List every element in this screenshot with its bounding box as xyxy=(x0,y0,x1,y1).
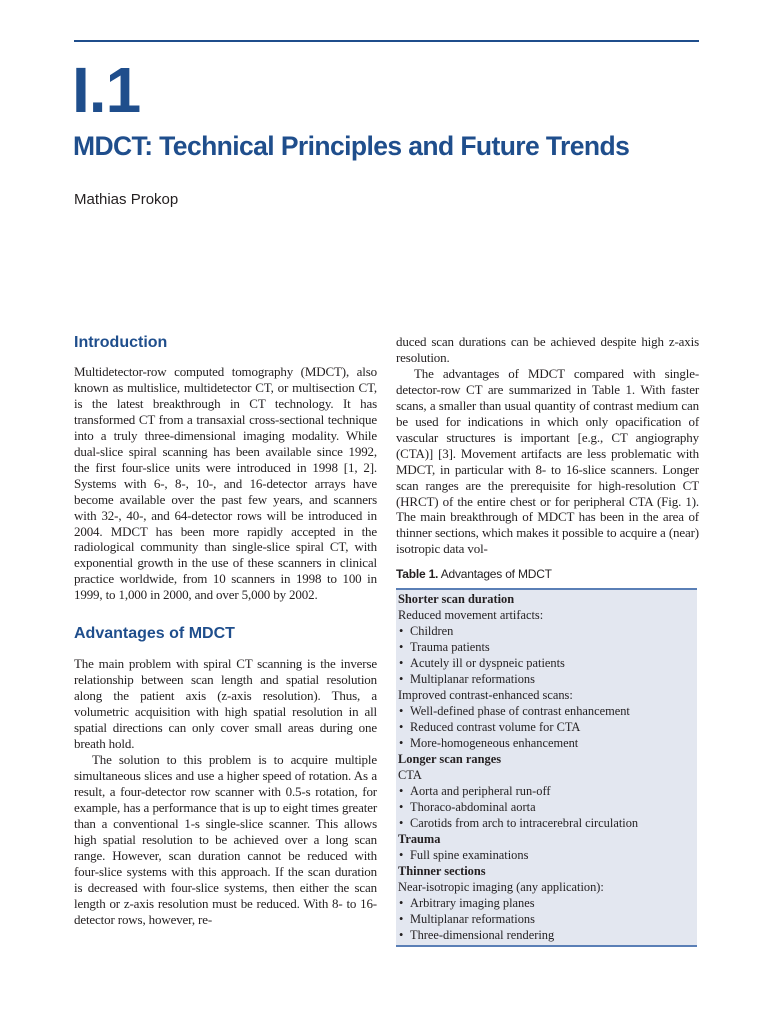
table-bullet-item: • Trauma patients xyxy=(398,639,695,655)
table-bullet-item: • Carotids from arch to intracerebral circulation xyxy=(398,815,695,831)
continuation-paragraph: duced scan durations can be achieved despite high z-axis resolution. xyxy=(396,334,699,365)
table-bullet-item: • Three-dimensional rendering xyxy=(398,927,695,943)
table-section-heading: Trauma xyxy=(398,832,441,847)
table-row: Improved contrast-enhanced scans: xyxy=(398,688,573,703)
chapter-number: I.1 xyxy=(72,54,141,126)
table-bullet-item: • Children xyxy=(398,623,695,639)
right-column xyxy=(396,334,699,947)
advantages-paragraph-2: The solution to this problem is to acquire multiple simultaneous slices and use a higher speed of rotation. As a result, a four-detector row scanner with 0.5-s rotation, for example, has a performance that is up to eight times greater than a conventional 1-s single-slice scanner. This allows high spatial resolution to be achieved over a long scan range. However, scan duration cannot be reduced with four-slice systems with this approach. If the scan duration is decreased with four-slice systems, then either the scan length or z-axis resolution must be reduced. With 8- to 16-detector rows, however, re- xyxy=(74,752,377,927)
advantages-paragraph-1: The main problem with spiral CT scanning is the inverse relationship between scan length and spatial resolution along the patient axis (z-axis resolution). Thus, a volumetric acquisition with high spatial resolution in all spatial directions can only cover small areas during one breath hold. xyxy=(74,656,377,752)
table-bullet-item: • Thoraco-abdominal aorta xyxy=(398,799,695,815)
chapter-title: MDCT: Technical Principles and Future Trends xyxy=(73,131,630,161)
table-bullet-item: • Multiplanar reformations xyxy=(398,671,695,687)
table-bullet-item: • More-homogeneous enhancement xyxy=(398,735,695,751)
table-bullet-item: • Acutely ill or dyspneic patients xyxy=(398,655,695,671)
table-caption-text: Advantages of MDCT xyxy=(440,567,552,582)
section-heading-introduction: Introduction xyxy=(74,334,168,351)
table-section-heading: Thinner sections xyxy=(398,864,486,879)
table-section-heading: Shorter scan duration xyxy=(398,592,515,607)
table-bullet-item: • Arbitrary imaging planes xyxy=(398,895,695,911)
advantages-table xyxy=(396,588,697,947)
table-bullet-item: • Well-defined phase of contrast enhancement xyxy=(398,703,695,719)
table-row: Reduced movement artifacts: xyxy=(398,608,544,623)
table-section-heading: Longer scan ranges xyxy=(398,752,502,767)
table-bullet-item: • Full spine examinations xyxy=(398,847,695,863)
top-rule xyxy=(74,40,699,42)
table-row: Near-isotropic imaging (any application): xyxy=(398,880,604,895)
table-bullet-item: • Reduced contrast volume for CTA xyxy=(398,719,695,735)
author-name: Mathias Prokop xyxy=(74,191,179,208)
table-row: CTA xyxy=(398,768,422,783)
table-bullet-item: • Aorta and peripheral run-off xyxy=(398,783,695,799)
section-heading-advantages: Advantages of MDCT xyxy=(74,625,235,643)
right-paragraph-2: The advantages of MDCT compared with single-detector-row CT are summarized in Table 1. With faster scans, a smaller than usual quantity of contrast medium can be used for indications in which only opacification of vascular structures is important [e.g., CT angiography (CTA)] [3]. Movement artifacts are less problematic with MDCT, in particular with 8- to 16-slice scanners. Longer scan ranges are the prerequisite for high-resolution CT (HRCT) of the entire chest or for peripheral CTA (Fig. 1). The main breakthrough of MDCT has been in the area of thinner sections, which makes it possible to acquire a (near) isotropic data vol- xyxy=(396,365,699,557)
intro-paragraph: Multidetector-row computed tomography (MDCT), also known as multislice, multidetector CT, or multisection CT, is the latest breakthrough in CT technology. It has transformed CT from a transaxial cross-sectional technique into a truly three-dimensional imaging modality. While dual-slice spiral scanning has been available since 1992, the first four-slice units were introduced in 1998 [1, 2]. Systems with 6-, 8-, 10-, and 16-detector arrays have become available over the past few years, and scanners with 32-, 40-, and 64-detector rows will be introduced in 2004. MDCT has been more rapidly accepted in the radiological community than single-slice spiral CT, with exponential growth in the use of these scanners in clinical practice worldwide, from 10 scanners in 1998 to 100 in 1999, to 1,000 in 2000, and over 5,000 by 2002. xyxy=(74,364,377,603)
table-caption-label: Table 1. xyxy=(396,567,439,582)
table-bullet-item: • Multiplanar reformations xyxy=(398,911,695,927)
table-caption xyxy=(396,566,699,582)
left-column xyxy=(74,332,377,928)
